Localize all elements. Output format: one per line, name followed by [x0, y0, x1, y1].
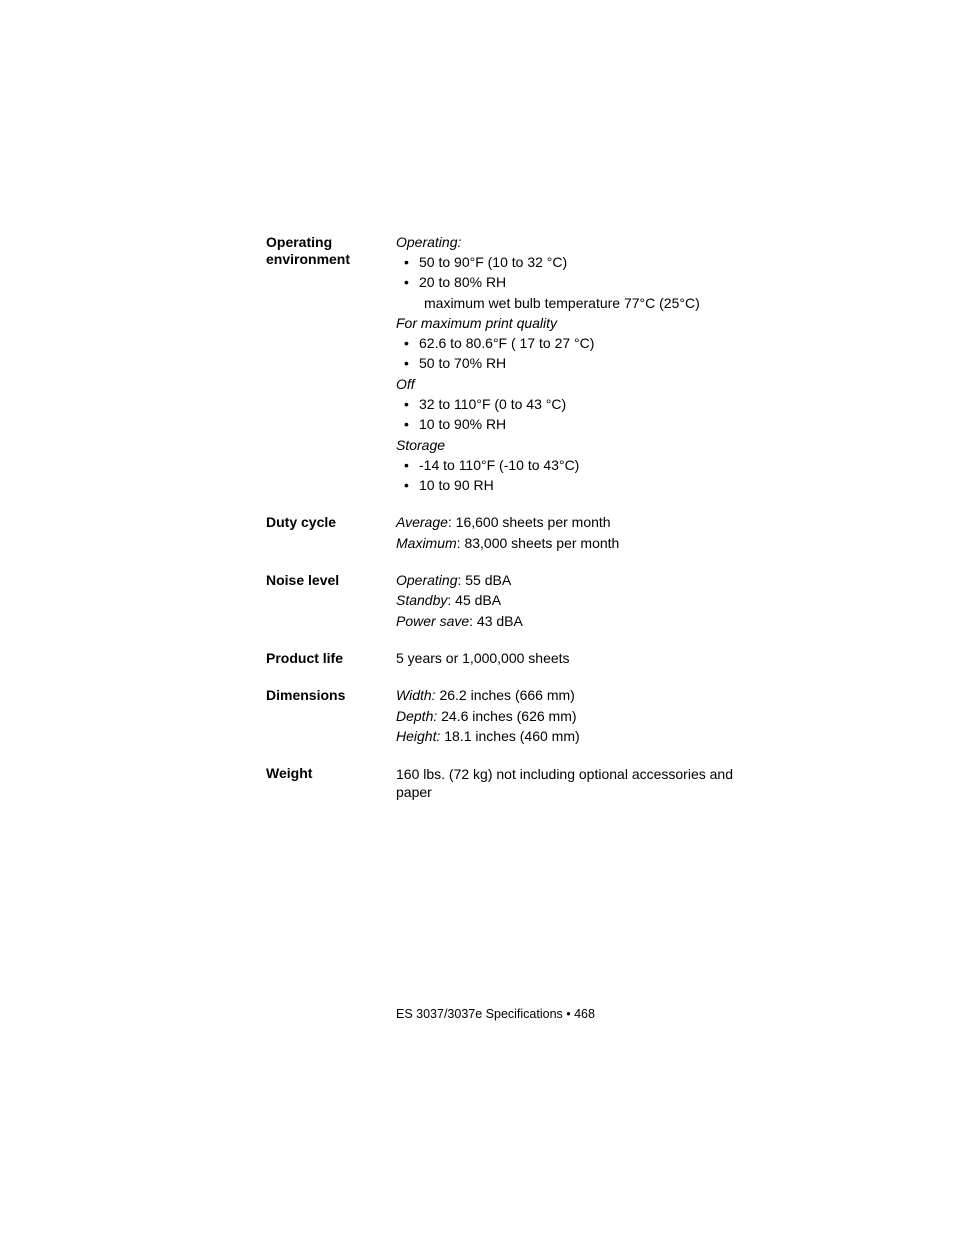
dimensions-label: Dimensions [266, 687, 346, 703]
bullet-icon: • [404, 396, 409, 412]
quality-item: 62.6 to 80.6°F ( 17 to 27 °C) [419, 335, 595, 351]
duty-cycle-maximum: Maximum: 83,000 sheets per month [396, 535, 620, 551]
operating-heading: Operating: [396, 234, 462, 250]
storage-item: -14 to 110°F (-10 to 43°C) [419, 457, 580, 473]
off-item: 10 to 90% RH [419, 416, 507, 432]
weight-value: 160 lbs. (72 kg) not including optional accessories and paper [396, 766, 733, 800]
duty-cycle-label: Duty cycle [266, 514, 337, 530]
operating-item: 20 to 80% RH [419, 274, 507, 290]
bullet-icon: • [404, 335, 409, 351]
storage-heading: Storage [396, 437, 446, 453]
operating-environment-label-line2: environment [266, 251, 351, 267]
noise-operating: Operating: 55 dBA [396, 572, 512, 588]
off-item: 32 to 110°F (0 to 43 °C) [419, 396, 567, 412]
product-life-label: Product life [266, 650, 344, 666]
dimension-height: Height: 18.1 inches (460 mm) [396, 728, 580, 744]
noise-level-label: Noise level [266, 572, 340, 588]
product-life-value: 5 years or 1,000,000 sheets [396, 650, 570, 666]
dimension-depth: Depth: 24.6 inches (626 mm) [396, 708, 577, 724]
page-footer: ES 3037/3037e Specifications • 468 [396, 1007, 595, 1021]
bullet-icon: • [404, 457, 409, 473]
bullet-icon: • [404, 416, 409, 432]
bullet-icon: • [404, 254, 409, 270]
weight-label: Weight [266, 765, 313, 781]
operating-environment-label-line1: Operating [266, 234, 333, 250]
bullet-icon: • [404, 274, 409, 290]
quality-item: 50 to 70% RH [419, 355, 507, 371]
dimension-width: Width: 26.2 inches (666 mm) [396, 687, 575, 703]
operating-item: 50 to 90°F (10 to 32 °C) [419, 254, 568, 270]
off-heading: Off [396, 376, 415, 392]
wet-bulb-text: maximum wet bulb temperature 77°C (25°C) [424, 295, 700, 311]
bullet-icon: • [404, 477, 409, 493]
duty-cycle-average: Average: 16,600 sheets per month [396, 514, 611, 530]
quality-heading: For maximum print quality [396, 315, 558, 331]
noise-power-save: Power save: 43 dBA [396, 613, 523, 629]
noise-standby: Standby: 45 dBA [396, 592, 502, 608]
operating-environment-label [266, 234, 350, 268]
bullet-icon: • [404, 355, 409, 371]
storage-item: 10 to 90 RH [419, 477, 494, 493]
